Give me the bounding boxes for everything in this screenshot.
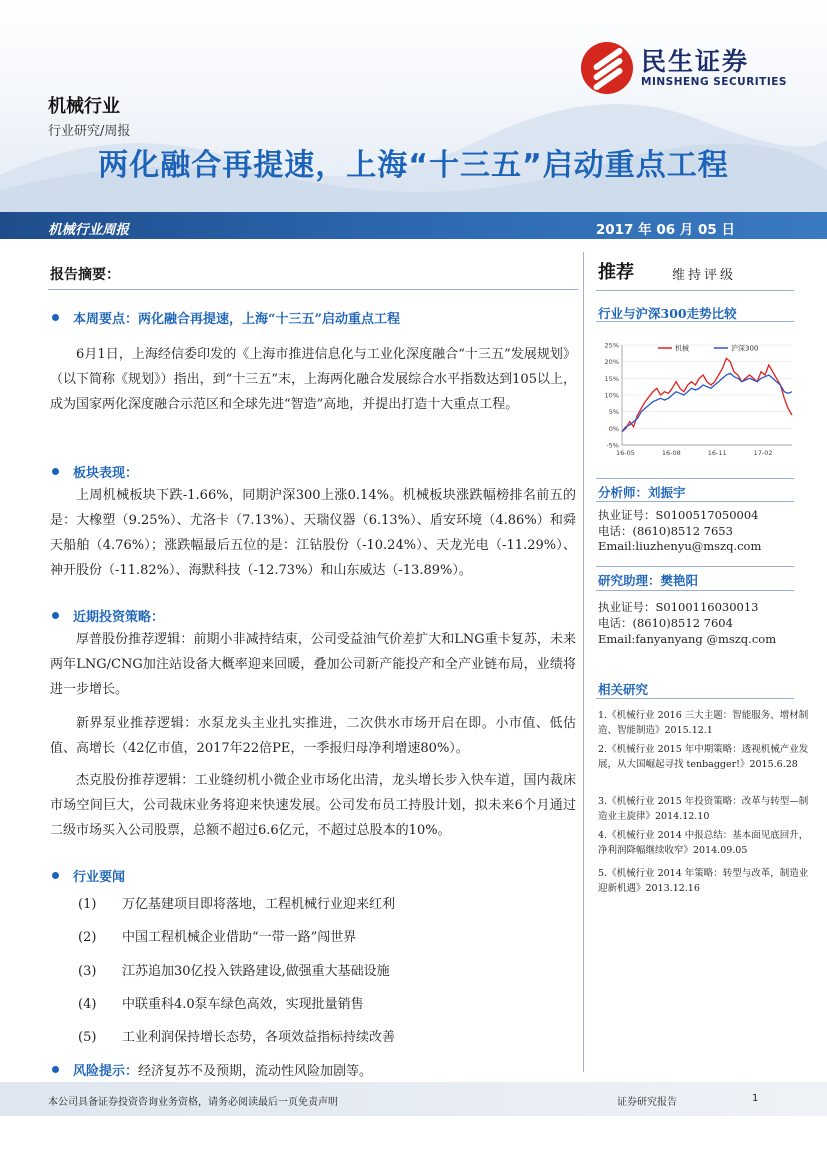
related-report[interactable]: 1.《机械行业 2016 三大主题：智能服务、增材制造、智能制造》2015.12.1: [598, 710, 809, 736]
analyst-phone: 电话：(8610)8512 7653: [598, 524, 733, 538]
assistant-phone: 电话：(8610)8512 7604: [598, 616, 733, 630]
summary-title: 报告摘要：: [50, 267, 120, 283]
y-tick-label: 5%: [608, 408, 619, 417]
logo-chinese-name: 民生证券: [641, 47, 750, 76]
report-title: 两化融合再提速，上海“十三五”启动重点工程: [98, 148, 729, 183]
divider: [48, 289, 578, 290]
y-tick-label: 10%: [604, 391, 619, 400]
risk-text: 经济复苏不及预期，流动性风险加剧等。: [138, 1064, 373, 1079]
paragraph: 新界泵业推荐逻辑：水泵龙头主业扎实推进，二次供水市场开启在即。小市值、低估值、高增长（42亿市值，2017年22倍PE，一季报归母净利增速80%）。: [50, 716, 576, 756]
paragraph: 杰克股份推荐逻辑：工业缝纫机小微企业市场化出清，龙头增长步入快车道，国内裁床市场空间巨大，公司裁床业务将迎来快速发展。公司发布员工持股计划，拟未来6个月通过二级市场买入公司股票，总额不超过6.6亿元，不超过总股本的10%。: [50, 773, 576, 838]
band-report-name: 机械行业周报: [48, 222, 129, 238]
divider: [596, 501, 794, 502]
analyst-heading: 分析师：刘振宇: [598, 485, 686, 500]
bullet-icon: [52, 314, 59, 321]
paragraph: 6月1日，上海经信委印发的《上海市推进信息化与工业化深度融合“十三五”发展规划》（以下简称《规划》）指出，到“十三五”末，上海两化融合发展综合水平指数达到105以上，成为国家两化深度融合示范区和全球先进“智造”高地，并提出打造十大重点工程。: [50, 347, 576, 412]
divider: [596, 590, 794, 591]
divider: [596, 321, 794, 322]
bullet-icon: [52, 1066, 59, 1073]
report-type: 行业研究/周报: [48, 124, 131, 139]
x-tick-label: 16-08: [661, 449, 681, 457]
paragraph: 厚普股份推荐逻辑：前期小非减持结束，公司受益油气价差扩大和LNG重卡复苏，未来两年LNG/CNG加注站设备大概率迎来回暖，叠加公司新产能投产和全产业链布局，业绩将进一步增长。: [50, 632, 576, 697]
section-heading-text: 行业要闻: [73, 870, 126, 885]
rating: 推荐: [598, 262, 634, 283]
section-heading-strategy: [52, 606, 164, 625]
logo-english-name: MINSHENG SECURITIES: [641, 76, 787, 88]
legend-label: 沪深300: [731, 344, 759, 353]
news-item: (4) 中联重科4.0泵车绿色高效，实现批量销售: [78, 997, 364, 1012]
analyst-email[interactable]: Email:liuzhenyu@mszq.com: [598, 539, 762, 553]
x-tick-label: 16-11: [707, 449, 727, 457]
section-heading-text: 板块表现：: [73, 466, 139, 481]
y-tick-label: 25%: [604, 341, 619, 350]
related-report[interactable]: 5.《机械行业 2014 年策略：转型与改革，制造业迎新机遇》2013.12.16: [598, 868, 809, 894]
risk-label: 风险提示：: [73, 1064, 139, 1079]
paragraph: 上周机械板块下跌-1.66%，同期沪深300上涨0.14%。机械板块涨跌幅榜排名前五的是：大橡塑（9.25%）、尤洛卡（7.13%）、天瑞仪器（6.13%）、盾安环境（4.86%）和舜天船舶（4.76%）；涨跌幅最后五位的是：江钻股份（-10.24%）、天龙光电（-11.29%）、神开股份（-11.82%）、海默科技（-12.73%）和山东威达（-13.89%）。: [50, 488, 576, 578]
divider: [596, 478, 794, 479]
logo-icon: [581, 42, 633, 94]
related-report[interactable]: 2.《机械行业 2015 年中期策略：透视机械产业发展，从大国崛起寻找 tenbagger!》2015.6.28: [598, 744, 809, 770]
divider: [596, 698, 794, 699]
industry-label: 机械行业: [48, 96, 120, 117]
divider: [596, 566, 794, 567]
bullet-icon: [52, 612, 59, 619]
footer-disclaimer: 本公司具备证券投资咨询业务资格，请务必阅读最后一页免责声明: [48, 1097, 338, 1108]
rating-note: 维持评级: [672, 268, 737, 283]
company-logo: [581, 42, 787, 94]
bullet-icon: [52, 468, 59, 475]
news-item: (2) 中国工程机械企业借助“一带一路”闯世界: [78, 930, 357, 945]
y-tick-label: 0%: [608, 424, 619, 433]
footer-label: 证券研究报告: [617, 1097, 677, 1108]
y-tick-label: -5%: [606, 441, 619, 450]
bullet-icon: [52, 872, 59, 879]
news-item: (5) 工业利润保持增长态势，各项效益指标持续改善: [78, 1030, 396, 1045]
report-date: 2017 年 06 月 05 日: [595, 222, 735, 238]
analyst-license: 执业证号：S0100517050004: [598, 508, 759, 522]
section-heading-key-points: [52, 308, 400, 327]
trend-chart: [596, 337, 796, 459]
y-tick-label: 20%: [604, 358, 619, 367]
page-number: 1: [752, 1093, 759, 1104]
legend-label: 机械: [675, 344, 689, 353]
y-tick-label: 15%: [604, 374, 619, 383]
section-heading-sector-performance: [52, 462, 138, 481]
related-report[interactable]: 4.《机械行业 2014 中报总结：基本面见底回升，净利润降幅继续收窄》2014.09.05: [598, 830, 809, 856]
risk-warning: [52, 1060, 372, 1079]
x-tick-label: 16-05: [615, 449, 635, 457]
news-item: (3) 江苏追加30亿投入铁路建设,做强重大基础设施: [78, 964, 390, 979]
related-research-heading: 相关研究: [598, 682, 649, 697]
divider: [596, 290, 794, 291]
section-heading-text: 本周要点：两化融合再提速，上海“十三五”启动重点工程: [73, 312, 400, 327]
news-item: (1) 万亿基建项目即将落地，工程机械行业迎来红利: [78, 897, 396, 912]
related-report[interactable]: 3.《机械行业 2015 年投资策略：改革与转型—制造业主旋律》2014.12.10: [598, 796, 809, 822]
chart-heading: 行业与沪深300走势比较: [598, 306, 737, 321]
column-divider: [583, 252, 584, 1072]
assistant-email[interactable]: Email:fanyanyang @mszq.com: [598, 632, 777, 646]
x-tick-label: 17-02: [753, 449, 773, 457]
section-heading-industry-news: [52, 866, 125, 885]
assistant-license: 执业证号：S0100116030013: [598, 600, 759, 614]
section-heading-text: 近期投资策略：: [73, 610, 165, 625]
assistant-heading: 研究助理：樊艳阳: [598, 573, 699, 588]
